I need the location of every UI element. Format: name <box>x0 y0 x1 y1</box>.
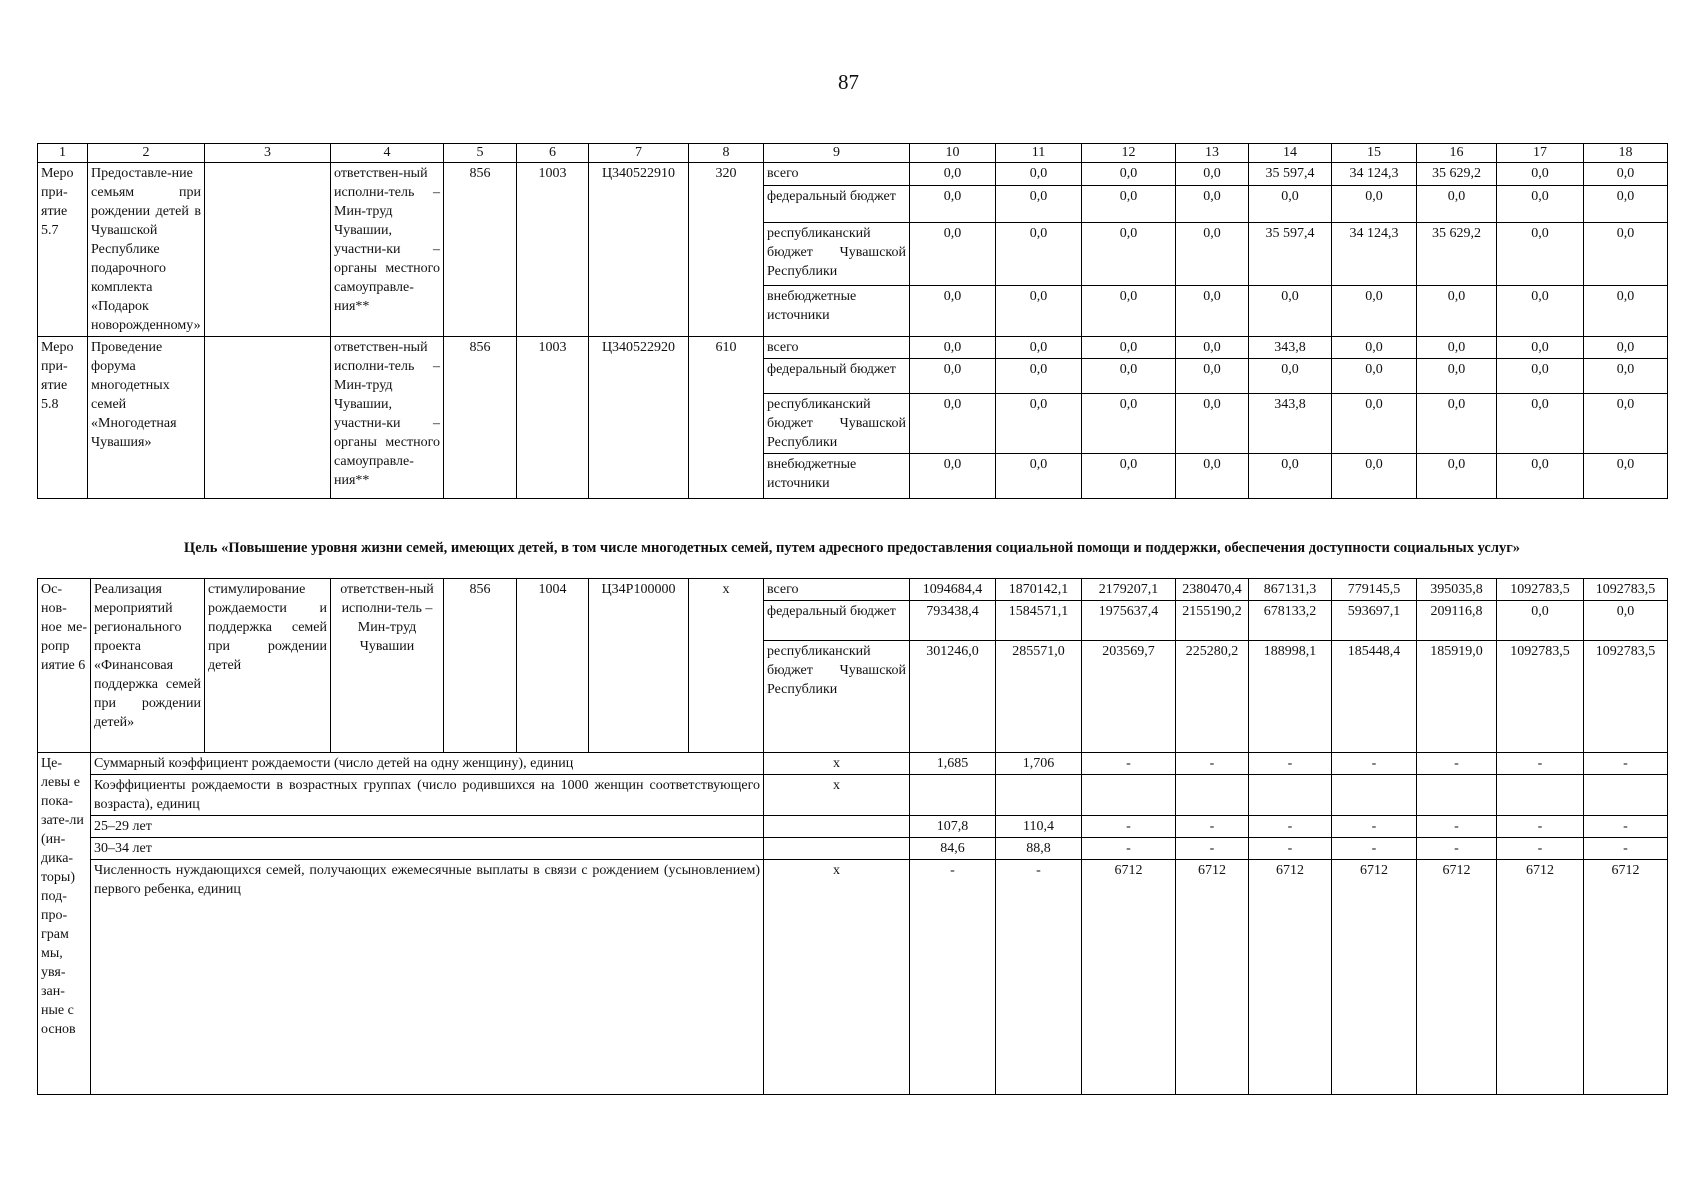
funding-value: 0,0 <box>1082 163 1176 186</box>
activity-rzpr: 1003 <box>517 163 589 337</box>
main-activity-grbs: 856 <box>444 579 517 753</box>
funding-value: 34 124,3 <box>1332 223 1417 286</box>
funding-value: 0,0 <box>996 186 1082 223</box>
activity-vr: 610 <box>689 337 764 499</box>
column-number: 15 <box>1332 144 1417 163</box>
activities-table <box>37 143 1668 499</box>
funding-value: 343,8 <box>1249 337 1332 359</box>
funding-value: 0,0 <box>1332 337 1417 359</box>
funding-value: 0,0 <box>1082 223 1176 286</box>
funding-source: всего <box>764 579 910 601</box>
funding-value: 0,0 <box>1497 454 1584 499</box>
funding-value: 0,0 <box>1497 186 1584 223</box>
indicator-value: 88,8 <box>996 838 1082 860</box>
indicator-value: - <box>1584 816 1668 838</box>
funding-value: 34 124,3 <box>1332 163 1417 186</box>
funding-value: 793438,4 <box>910 601 996 641</box>
column-number: 17 <box>1497 144 1584 163</box>
funding-value: 1975637,4 <box>1082 601 1176 641</box>
activity-csr: Ц340522920 <box>589 337 689 499</box>
funding-value: 0,0 <box>1417 394 1497 454</box>
funding-source: федеральный бюджет <box>764 359 910 394</box>
indicator-name: Коэффициенты рождаемости в возрастных группах (число родившихся на 1000 женщин соответствующего возраста), единиц <box>91 775 764 816</box>
main-activity-row <box>38 579 1668 601</box>
indicator-value: - <box>1584 753 1668 775</box>
activity-goal <box>205 337 331 499</box>
funding-value: 301246,0 <box>910 641 996 753</box>
funding-value: 0,0 <box>1176 454 1249 499</box>
indicator-value: 110,4 <box>996 816 1082 838</box>
funding-value: 0,0 <box>1332 186 1417 223</box>
indicator-value: - <box>1584 838 1668 860</box>
funding-value: 209116,8 <box>1417 601 1497 641</box>
funding-value: 203569,7 <box>1082 641 1176 753</box>
funding-value: 0,0 <box>1332 454 1417 499</box>
indicator-value: - <box>1082 816 1176 838</box>
column-number: 2 <box>88 144 205 163</box>
indicator-row <box>38 860 1668 1095</box>
header-row <box>38 144 1668 163</box>
activity-label: Меро при-ятие 5.8 <box>38 337 88 499</box>
funding-value: 0,0 <box>1082 337 1176 359</box>
column-number: 14 <box>1249 144 1332 163</box>
indicator-value <box>1417 775 1497 816</box>
funding-source: всего <box>764 163 910 186</box>
indicator-row <box>38 775 1668 816</box>
indicator-value: 6712 <box>1249 860 1332 1095</box>
funding-value: 1870142,1 <box>996 579 1082 601</box>
column-number: 11 <box>996 144 1082 163</box>
activity-row <box>38 337 1668 359</box>
column-number: 13 <box>1176 144 1249 163</box>
funding-value: 1584571,1 <box>996 601 1082 641</box>
indicator-value: 107,8 <box>910 816 996 838</box>
page-number: 87 <box>838 70 859 94</box>
funding-value: 0,0 <box>1417 337 1497 359</box>
funding-value: 0,0 <box>1497 163 1584 186</box>
funding-value: 1092783,5 <box>1584 641 1668 753</box>
funding-value: 35 597,4 <box>1249 163 1332 186</box>
indicator-unit-mark <box>764 816 910 838</box>
funding-value: 0,0 <box>1249 286 1332 337</box>
column-number: 16 <box>1417 144 1497 163</box>
main-activity-vr: x <box>689 579 764 753</box>
main-activity-goal: стимулирование рождаемости и поддержка семей при рождении детей <box>205 579 331 753</box>
main-activity-label: Ос-нов-ное ме-ропр иятие 6 <box>38 579 91 753</box>
indicator-unit-mark: x <box>764 860 910 1095</box>
funding-value: 867131,3 <box>1249 579 1332 601</box>
funding-value: 0,0 <box>1249 454 1332 499</box>
funding-value: 0,0 <box>910 186 996 223</box>
activity-responsible: ответствен-ный исполни-тель – Мин-труд Чувашии, участни-ки – органы местного самоуправле-ния** <box>331 163 444 337</box>
indicator-value: - <box>1249 816 1332 838</box>
indicator-value: 6712 <box>1332 860 1417 1095</box>
funding-source: республиканский бюджет Чувашской Республики <box>764 223 910 286</box>
indicator-value: - <box>1082 838 1176 860</box>
goal-title: Цель «Повышение уровня жизни семей, имеющих детей, в том числе многодетных семей, путем адресного предоставления социальной помощи и поддержки, обеспечения доступности социальных услуг» <box>183 540 1521 556</box>
funding-value: 0,0 <box>1497 337 1584 359</box>
column-number: 10 <box>910 144 996 163</box>
funding-value: 0,0 <box>1497 359 1584 394</box>
funding-value: 0,0 <box>910 163 996 186</box>
activity-row <box>38 163 1668 186</box>
column-number: 18 <box>1584 144 1668 163</box>
funding-source: федеральный бюджет <box>764 186 910 223</box>
funding-value: 0,0 <box>1249 186 1332 223</box>
funding-value: 0,0 <box>1176 286 1249 337</box>
indicator-value: - <box>1417 753 1497 775</box>
indicator-value <box>1332 775 1417 816</box>
indicator-value: - <box>1176 838 1249 860</box>
funding-value: 0,0 <box>1417 286 1497 337</box>
funding-value: 185448,4 <box>1332 641 1417 753</box>
funding-value: 0,0 <box>1176 163 1249 186</box>
indicator-value: - <box>1249 838 1332 860</box>
funding-value: 0,0 <box>996 337 1082 359</box>
funding-value: 0,0 <box>1082 186 1176 223</box>
funding-value: 779145,5 <box>1332 579 1417 601</box>
funding-value: 1094684,4 <box>910 579 996 601</box>
funding-value: 0,0 <box>1332 394 1417 454</box>
funding-source: республиканский бюджет Чувашской Республики <box>764 394 910 454</box>
activity-grbs: 856 <box>444 163 517 337</box>
funding-value: 0,0 <box>1584 359 1668 394</box>
funding-value: 0,0 <box>1497 601 1584 641</box>
funding-value: 0,0 <box>910 359 996 394</box>
indicator-value: - <box>1332 753 1417 775</box>
indicator-unit-mark: x <box>764 775 910 816</box>
main-activity-rzpr: 1004 <box>517 579 589 753</box>
indicator-value <box>1176 775 1249 816</box>
activity-label: Меро при-ятие 5.7 <box>38 163 88 337</box>
indicator-value: - <box>1176 816 1249 838</box>
activity-name: Предоставле-ние семьям при рождении детей в Чувашской Республике подарочного комплекта «Подарок новорожденному» <box>88 163 205 337</box>
funding-value: 1092783,5 <box>1497 641 1584 753</box>
indicator-value <box>996 775 1082 816</box>
indicator-value: - <box>1176 753 1249 775</box>
funding-value: 0,0 <box>1497 223 1584 286</box>
indicator-value: 6712 <box>1497 860 1584 1095</box>
column-number: 8 <box>689 144 764 163</box>
funding-value: 0,0 <box>1584 286 1668 337</box>
indicator-row <box>38 838 1668 860</box>
funding-value: 35 629,2 <box>1417 163 1497 186</box>
main-activity-table <box>37 578 1668 1095</box>
column-number: 7 <box>589 144 689 163</box>
funding-source: внебюджетные источники <box>764 286 910 337</box>
indicator-value: - <box>1249 753 1332 775</box>
indicator-name: 30–34 лет <box>91 838 764 860</box>
funding-value: 0,0 <box>1497 394 1584 454</box>
activity-goal <box>205 163 331 337</box>
indicator-value: 6712 <box>1584 860 1668 1095</box>
funding-value: 0,0 <box>1176 337 1249 359</box>
funding-value: 0,0 <box>996 454 1082 499</box>
funding-value: 0,0 <box>1249 359 1332 394</box>
indicators-label: Це-левы е пока-зате-ли (ин-дика-торы) под-про-грам мы, увя-зан-ные с основ <box>38 753 91 1095</box>
column-number: 5 <box>444 144 517 163</box>
indicator-value: 6712 <box>1417 860 1497 1095</box>
main-activity-name: Реализация мероприятий регионального проекта «Финансовая поддержка семей при рождении детей» <box>91 579 205 753</box>
activity-rzpr: 1003 <box>517 337 589 499</box>
funding-source: внебюджетные источники <box>764 454 910 499</box>
funding-value: 0,0 <box>1082 394 1176 454</box>
funding-value: 395035,8 <box>1417 579 1497 601</box>
indicator-unit-mark <box>764 838 910 860</box>
funding-value: 0,0 <box>1584 601 1668 641</box>
funding-value: 0,0 <box>1584 394 1668 454</box>
main-activity-csr: Ц34P100000 <box>589 579 689 753</box>
funding-value: 0,0 <box>910 337 996 359</box>
column-number: 1 <box>38 144 88 163</box>
indicator-value: - <box>1332 838 1417 860</box>
indicator-value: 1,685 <box>910 753 996 775</box>
funding-value: 0,0 <box>1584 223 1668 286</box>
funding-value: 0,0 <box>996 223 1082 286</box>
funding-value: 0,0 <box>1332 286 1417 337</box>
indicator-value: 6712 <box>1176 860 1249 1095</box>
main-activity-responsible: ответствен-ный исполни-тель – Мин-труд Чувашии <box>331 579 444 753</box>
funding-value: 0,0 <box>1584 454 1668 499</box>
indicator-value: 84,6 <box>910 838 996 860</box>
funding-value: 0,0 <box>1082 454 1176 499</box>
indicator-value: - <box>1497 816 1584 838</box>
funding-value: 0,0 <box>1082 359 1176 394</box>
funding-value: 0,0 <box>1176 223 1249 286</box>
funding-value: 2380470,4 <box>1176 579 1249 601</box>
column-number: 9 <box>764 144 910 163</box>
indicator-value: - <box>1497 753 1584 775</box>
column-number: 6 <box>517 144 589 163</box>
funding-source: республиканский бюджет Чувашской Республики <box>764 641 910 753</box>
funding-value: 0,0 <box>1497 286 1584 337</box>
indicator-value: - <box>910 860 996 1095</box>
funding-value: 35 597,4 <box>1249 223 1332 286</box>
indicator-value: 6712 <box>1082 860 1176 1095</box>
funding-value: 2155190,2 <box>1176 601 1249 641</box>
indicator-name: Суммарный коэффициент рождаемости (число детей на одну женщину), единиц <box>91 753 764 775</box>
funding-value: 0,0 <box>1584 163 1668 186</box>
indicator-value: 1,706 <box>996 753 1082 775</box>
column-number: 3 <box>205 144 331 163</box>
funding-value: 35 629,2 <box>1417 223 1497 286</box>
activity-vr: 320 <box>689 163 764 337</box>
funding-value: 2179207,1 <box>1082 579 1176 601</box>
funding-value: 0,0 <box>996 359 1082 394</box>
activity-name: Проведение форума многодетных семей «Многодетная Чувашия» <box>88 337 205 499</box>
activity-csr: Ц340522910 <box>589 163 689 337</box>
funding-value: 593697,1 <box>1332 601 1417 641</box>
column-number: 12 <box>1082 144 1176 163</box>
funding-value: 0,0 <box>996 394 1082 454</box>
indicator-name: Численность нуждающихся семей, получающих ежемесячные выплаты в связи с рождением (усыновлением) первого ребенка, единиц <box>91 860 764 1095</box>
funding-value: 285571,0 <box>996 641 1082 753</box>
indicator-value: - <box>1497 838 1584 860</box>
funding-value: 1092783,5 <box>1584 579 1668 601</box>
indicator-value: - <box>1417 816 1497 838</box>
funding-value: 0,0 <box>1584 337 1668 359</box>
funding-value: 0,0 <box>1417 186 1497 223</box>
column-number: 4 <box>331 144 444 163</box>
indicator-value <box>1584 775 1668 816</box>
funding-value: 188998,1 <box>1249 641 1332 753</box>
funding-value: 0,0 <box>1332 359 1417 394</box>
indicator-value <box>910 775 996 816</box>
funding-value: 0,0 <box>910 286 996 337</box>
funding-value: 0,0 <box>1417 454 1497 499</box>
funding-value: 0,0 <box>910 394 996 454</box>
funding-value: 1092783,5 <box>1497 579 1584 601</box>
indicator-value: - <box>1417 838 1497 860</box>
indicator-value: - <box>1082 753 1176 775</box>
indicator-name: 25–29 лет <box>91 816 764 838</box>
funding-value: 225280,2 <box>1176 641 1249 753</box>
funding-value: 0,0 <box>1176 394 1249 454</box>
funding-value: 0,0 <box>910 223 996 286</box>
indicator-value: - <box>996 860 1082 1095</box>
funding-value: 0,0 <box>1417 359 1497 394</box>
funding-value: 0,0 <box>1176 359 1249 394</box>
funding-value: 0,0 <box>996 286 1082 337</box>
indicator-row <box>38 753 1668 775</box>
activity-grbs: 856 <box>444 337 517 499</box>
indicator-row <box>38 816 1668 838</box>
funding-value: 0,0 <box>1176 186 1249 223</box>
indicator-unit-mark: x <box>764 753 910 775</box>
funding-value: 0,0 <box>996 163 1082 186</box>
funding-value: 0,0 <box>1082 286 1176 337</box>
funding-source: всего <box>764 337 910 359</box>
funding-value: 343,8 <box>1249 394 1332 454</box>
funding-value: 0,0 <box>1584 186 1668 223</box>
funding-value: 185919,0 <box>1417 641 1497 753</box>
funding-value: 678133,2 <box>1249 601 1332 641</box>
funding-value: 0,0 <box>910 454 996 499</box>
funding-source: федеральный бюджет <box>764 601 910 641</box>
indicator-value <box>1249 775 1332 816</box>
indicator-value <box>1082 775 1176 816</box>
indicator-value <box>1497 775 1584 816</box>
indicator-value: - <box>1332 816 1417 838</box>
activity-responsible: ответствен-ный исполни-тель – Мин-труд Чувашии, участни-ки – органы местного самоуправле-ния** <box>331 337 444 499</box>
